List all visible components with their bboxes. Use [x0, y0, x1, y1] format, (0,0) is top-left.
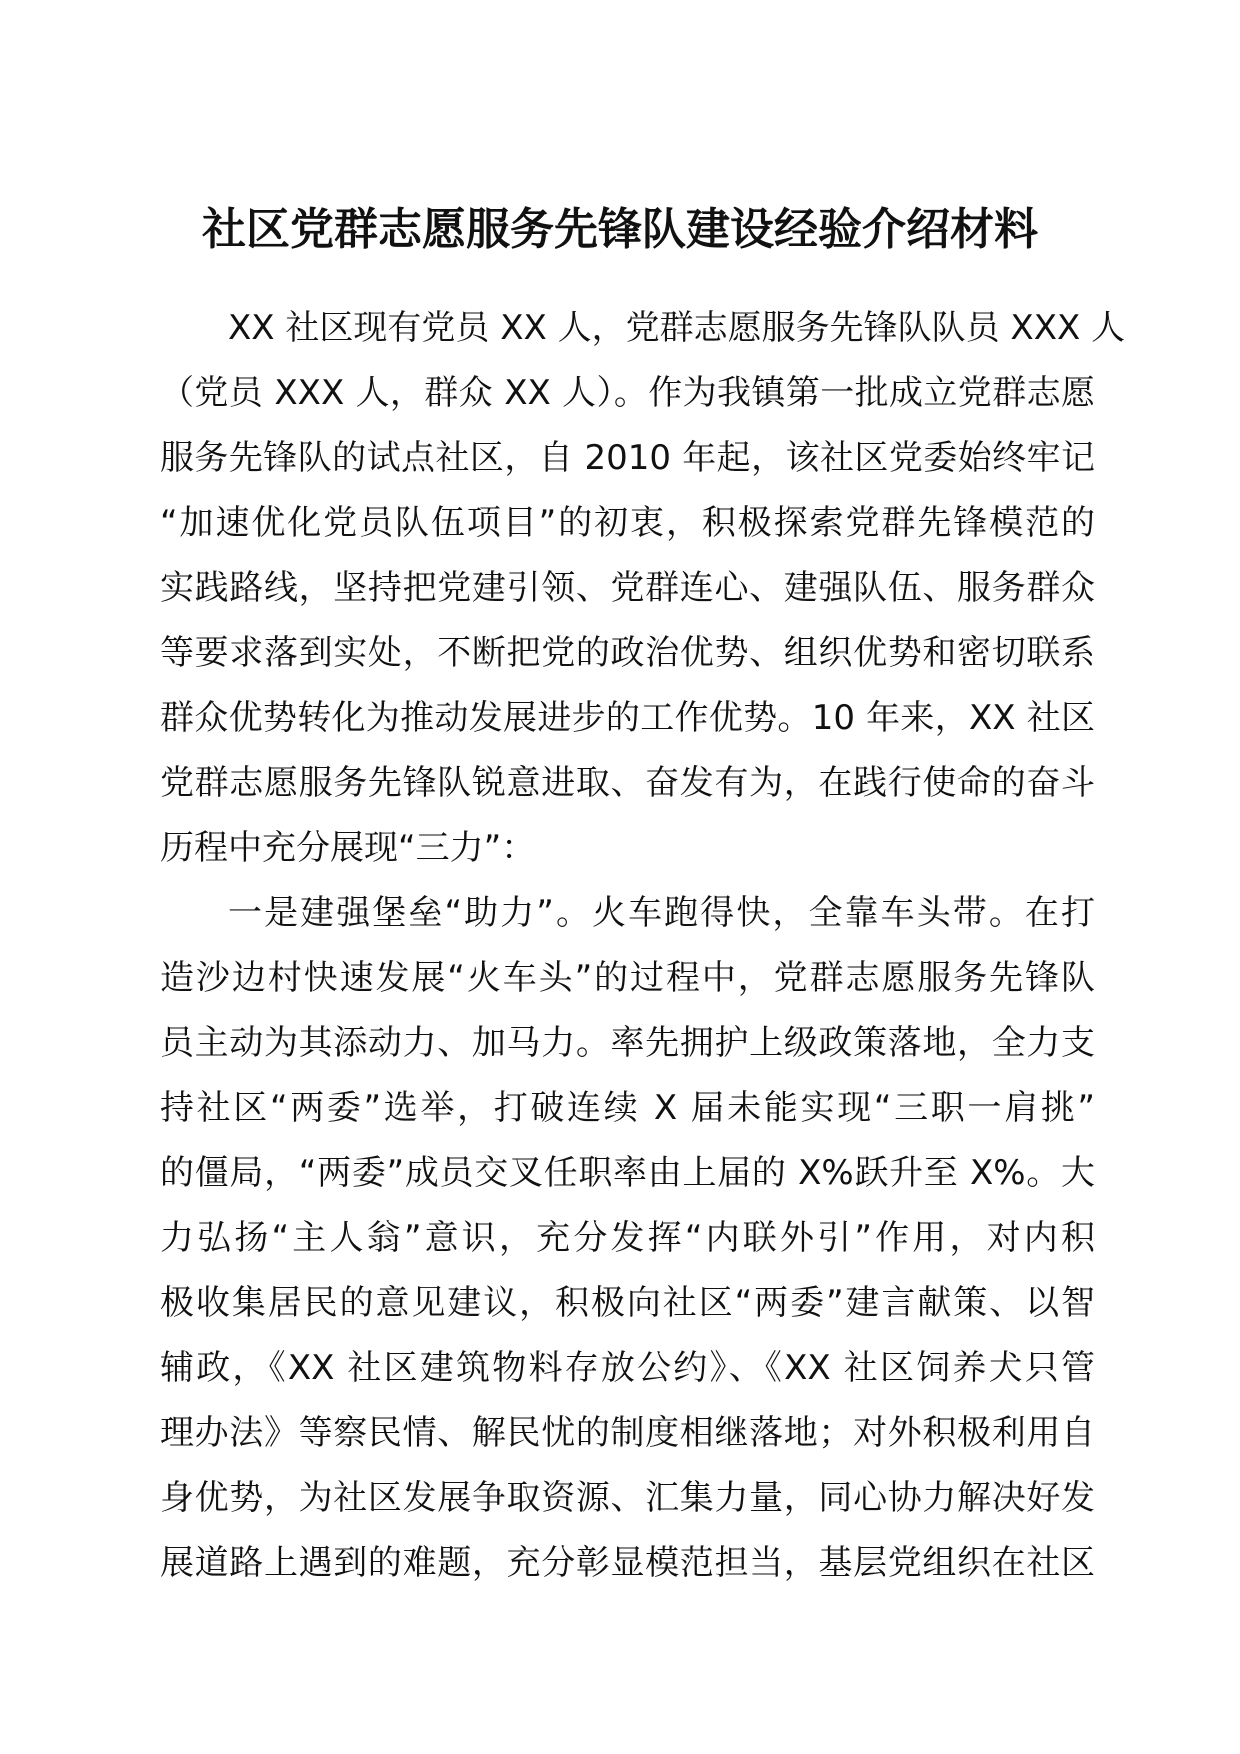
- paragraph-2-line: 力弘扬“主人翁”意识，充分发挥“内联外引”作用，对内积: [160, 1218, 1095, 1258]
- paragraph-2-line: 一是建强堡垒“助力”。火车跑得快，全靠车头带。在打: [228, 893, 1095, 933]
- paragraph-1-line: “加速优化党员队伍项目”的初衷，积极探索党群先锋模范的: [160, 503, 1095, 543]
- paragraph-1-line: （党员 XXX 人，群众 XX 人）。作为我镇第一批成立党群志愿: [160, 373, 1095, 413]
- paragraph-1-line: 服务先锋队的试点社区，自 2010 年起，该社区党委始终牢记: [160, 438, 1095, 478]
- paragraph-2-line: 造沙边村快速发展“火车头”的过程中，党群志愿服务先锋队: [160, 958, 1095, 998]
- paragraph-1-line: 群众优势转化为推动发展进步的工作优势。10 年来，XX 社区: [160, 698, 1095, 738]
- paragraph-2-line: 持社区“两委”选举，打破连续 X 届未能实现“三职一肩挑”: [160, 1088, 1095, 1128]
- paragraph-2-line: 极收集居民的意见建议，积极向社区“两委”建言献策、以智: [160, 1283, 1095, 1323]
- paragraph-1-line: 党群志愿服务先锋队锐意进取、奋发有为，在践行使命的奋斗: [160, 763, 1095, 803]
- paragraph-1-line: XX 社区现有党员 XX 人，党群志愿服务先锋队队员 XXX 人: [228, 308, 1126, 348]
- paragraph-2-line: 身优势，为社区发展争取资源、汇集力量，同心协力解决好发: [160, 1478, 1095, 1518]
- document-title: 社区党群志愿服务先锋队建设经验介绍材料: [202, 204, 1038, 255]
- paragraph-2-line: 展道路上遇到的难题，充分彰显模范担当，基层党组织在社区: [160, 1543, 1095, 1583]
- paragraph-2-line: 员主动为其添动力、加马力。率先拥护上级政策落地，全力支: [160, 1023, 1095, 1063]
- paragraph-2-line: 的僵局，“两委”成员交叉任职率由上届的 X%跃升至 X%。大: [160, 1153, 1095, 1193]
- paragraph-2-line: 辅政，《XX 社区建筑物料存放公约》、《XX 社区饲养犬只管: [160, 1348, 1095, 1388]
- paragraph-1-line: 历程中充分展现“三力”：: [160, 828, 536, 868]
- paragraph-1-line: 实践路线，坚持把党建引领、党群连心、建强队伍、服务群众: [160, 568, 1095, 608]
- paragraph-2-line: 理办法》等察民情、解民忧的制度相继落地；对外积极利用自: [160, 1413, 1095, 1453]
- document-body: [160, 296, 1126, 1596]
- paragraph-1-line: 等要求落到实处，不断把党的政治优势、组织优势和密切联系: [160, 633, 1095, 673]
